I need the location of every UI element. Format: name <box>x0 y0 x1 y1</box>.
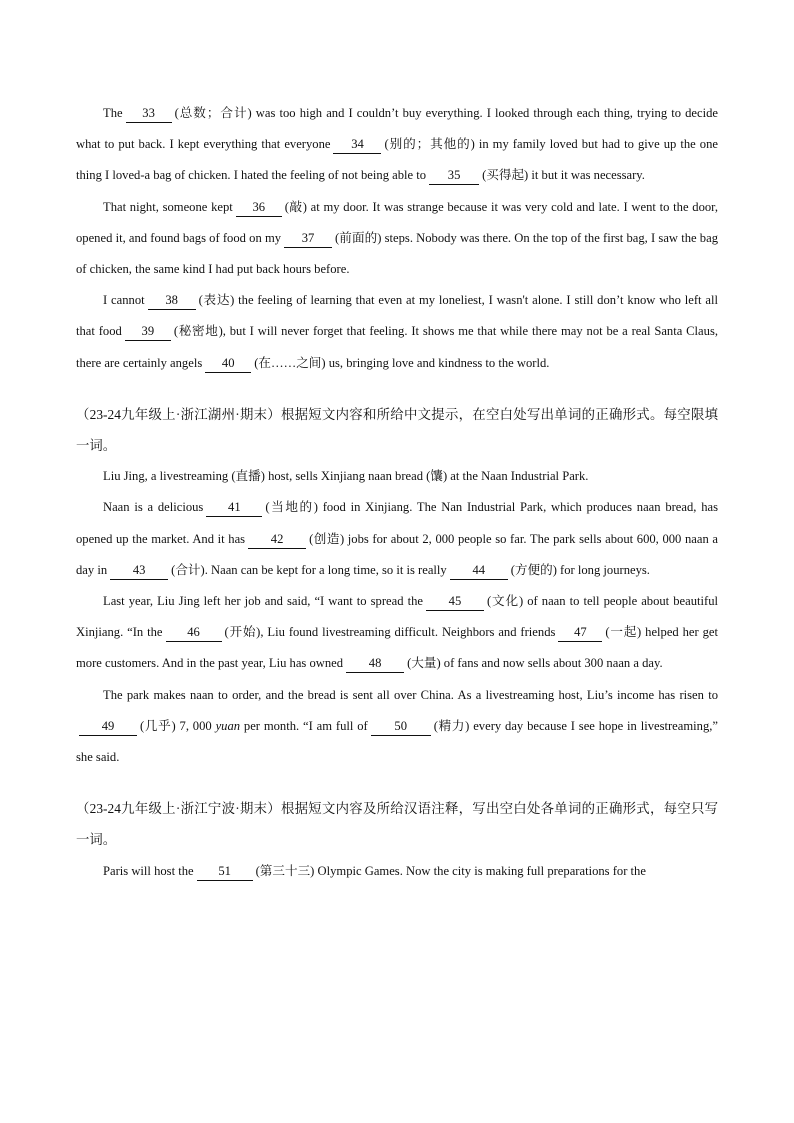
text: (表达) the feeling of learning that even at my loneliest, I wasn't alone. I still don’t know who left all that food <box>76 293 718 339</box>
section3-instruction: （23-24九年级上·浙江宁波·期末）根据短文内容及所给汉语注释，写出空白处各单词的正确形式，每空只写一词。 <box>76 801 718 848</box>
blank-49[interactable]: 49 <box>79 718 137 736</box>
blank-46[interactable]: 46 <box>166 624 222 642</box>
text: (创造) jobs for about 2, 000 people so far. The park sells about 600, 000 naan a day in <box>76 531 718 577</box>
blank-39[interactable]: 39 <box>125 323 171 341</box>
text: (敲) at my door. It was strange because it was very cold and late. I went to the door, opened it, and found bags of food on my <box>76 199 719 245</box>
blank-42[interactable]: 42 <box>248 531 306 549</box>
blank-45[interactable]: 45 <box>426 593 484 611</box>
text: (在……之间) us, bringing love and kindness to the world. <box>254 355 550 370</box>
text: (合计). Naan can be kept for a long time, so it is really <box>171 562 447 577</box>
blank-35[interactable]: 35 <box>429 167 479 185</box>
section2-paragraph-1: Liu Jing, a livestreaming (直播) host, sells Xinjiang naan bread (馕) at the Naan Industrial Park. <box>103 469 589 484</box>
text: Paris will host the <box>103 863 194 878</box>
text: (当地的) food in Xinjiang. The Nan Industrial Park, which produces naan bread, has opened up the market. And it has <box>76 500 718 546</box>
text: (大量) of fans and now sells about 300 naan a day. <box>407 656 663 671</box>
blank-47[interactable]: 47 <box>558 624 602 642</box>
text: (方便的) for long journeys. <box>510 562 650 577</box>
text: (别的；其他的) in my family loved but had to give up the one thing I loved-a bag of chicken. I hated the feeling of not being able to <box>76 137 718 183</box>
text: (秘密地), but I will never forget that feeling. It shows me that while there may not be a real Santa Claus, there are certainly angels <box>76 324 718 370</box>
section2-paragraph-4 <box>76 680 718 774</box>
section-gap <box>76 773 718 793</box>
blank-44[interactable]: 44 <box>450 562 508 580</box>
blank-37[interactable]: 37 <box>284 230 332 248</box>
passage1-paragraph-3 <box>76 285 718 379</box>
text: (前面的) steps. Nobody was there. On the top of the first bag, I saw the bag of chicken, the same kind I had put back hours before. <box>76 230 718 277</box>
blank-36[interactable]: 36 <box>236 199 282 217</box>
text: Last year, Liu Jing left her job and said, “I want to spread the <box>103 594 423 609</box>
blank-51[interactable]: 51 <box>197 863 253 881</box>
blank-48[interactable]: 48 <box>346 655 404 673</box>
text: (开始), Liu found livestreaming difficult. Neighbors and friends <box>224 625 556 640</box>
text: Naan is a delicious <box>103 500 204 515</box>
text: The <box>103 106 123 120</box>
blank-41[interactable]: 41 <box>206 499 262 517</box>
blank-38[interactable]: 38 <box>148 292 196 310</box>
text: (买得起) it but it was necessary. <box>482 168 645 183</box>
text: (总数；合计) was too high and I couldn’t buy everything. I looked through each thing, trying to decide what to put back. I kept everything that everyone <box>76 106 718 152</box>
italic-text: yuan <box>215 718 241 733</box>
passage1-paragraph-1 <box>76 98 718 192</box>
text: The park makes naan to order, and the bread is sent all over China. As a livestreaming host, Liu’s income has risen to <box>103 687 718 702</box>
text: I cannot <box>103 293 145 308</box>
document-page <box>76 98 718 887</box>
section3-paragraph-1 <box>76 856 718 887</box>
section2-paragraph-3 <box>76 586 718 680</box>
blank-34[interactable]: 34 <box>333 136 381 154</box>
text: (第三十三) Olympic Games. Now the city is making full preparations for the <box>255 863 646 878</box>
blank-40[interactable]: 40 <box>205 355 251 373</box>
text: (几乎) 7, 000 <box>140 718 212 733</box>
text: (一起) helped her get more customers. And in the past year, Liu has owned <box>76 625 718 671</box>
section2-instruction: （23-24九年级上·浙江湖州·期末）根据短文内容和所给中文提示，在空白处写出单词的正确形式。每空限填一词。 <box>76 406 718 454</box>
section2-paragraph-2 <box>76 492 718 586</box>
text: (文化) of naan to tell people about beautiful Xinjiang. “In the <box>76 594 718 640</box>
text: per month. “I am full of <box>243 718 368 733</box>
blank-33[interactable]: 33 <box>126 105 172 123</box>
passage1-paragraph-2 <box>76 192 718 286</box>
text: (精力) every day because I see hope in livestreaming,” she said. <box>76 718 718 765</box>
text: That night, someone kept <box>103 199 233 214</box>
section-gap <box>76 379 718 399</box>
blank-50[interactable]: 50 <box>371 718 431 736</box>
blank-43[interactable]: 43 <box>110 562 168 580</box>
